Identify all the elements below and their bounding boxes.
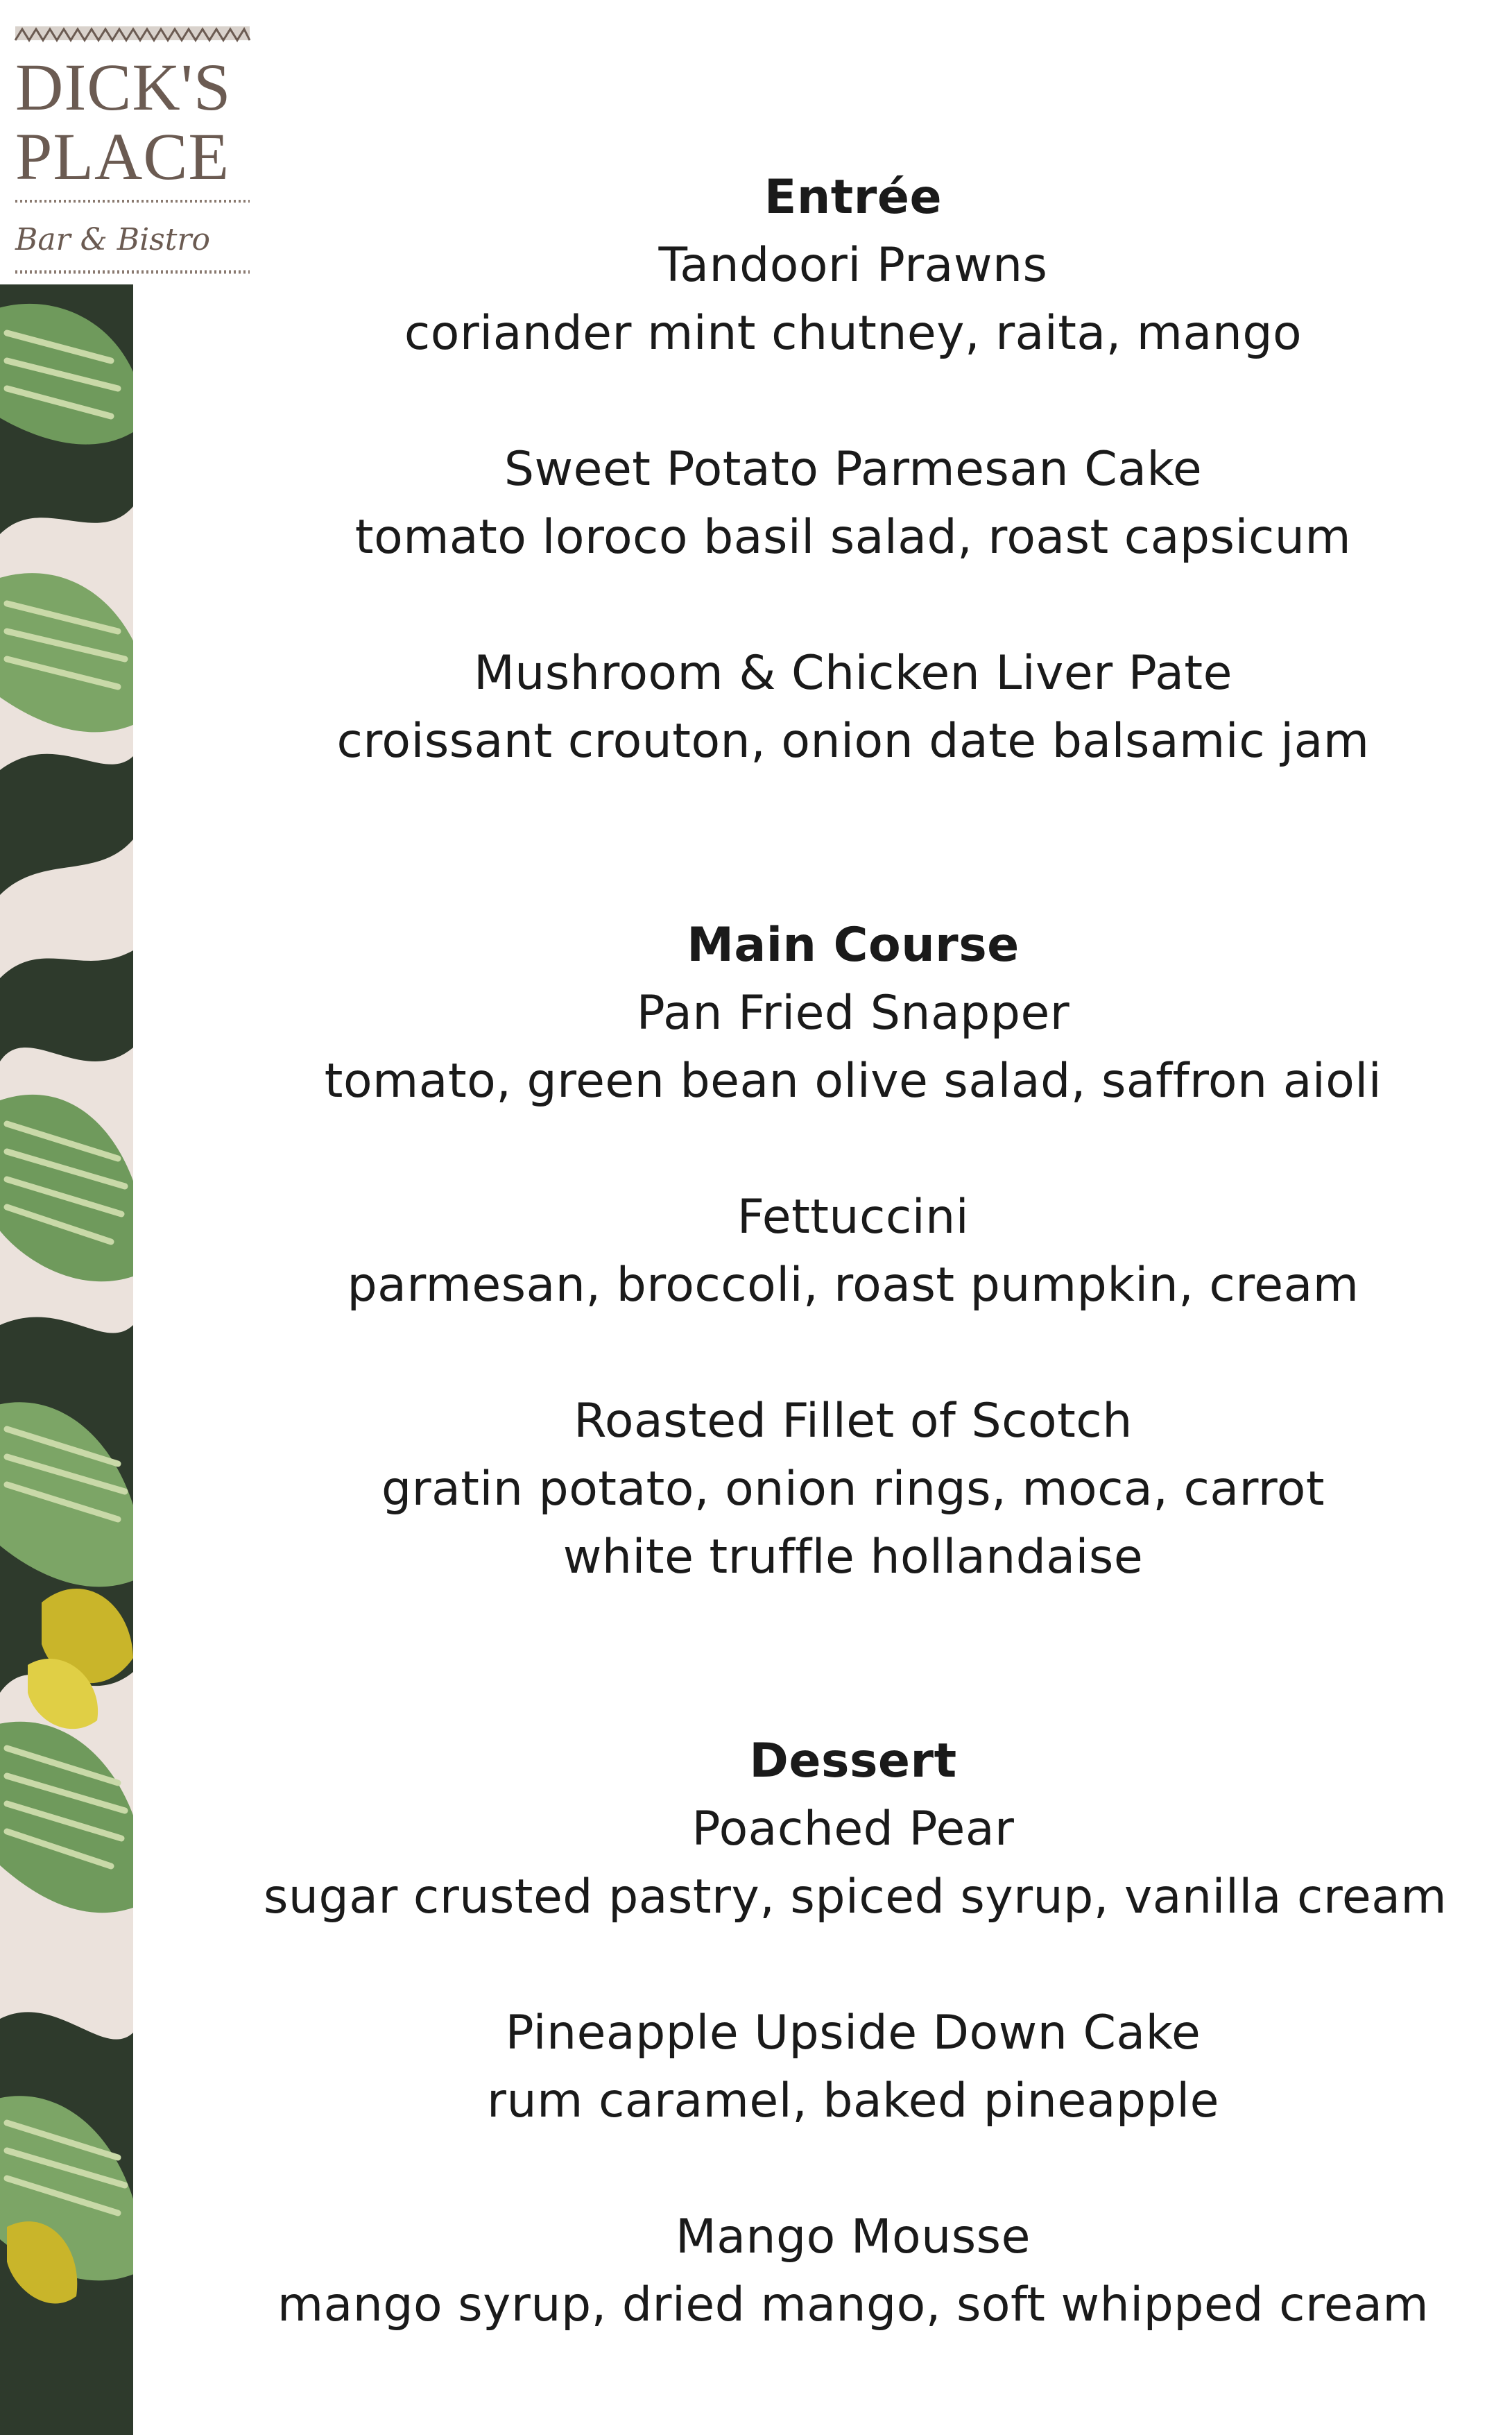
logo-name-line2: PLACE <box>15 119 230 194</box>
logo <box>0 0 257 284</box>
menu-section-entree <box>264 164 1443 776</box>
dish-description: coriander mint chutney, raita, mango <box>404 306 1303 361</box>
dish-description: tomato loroco basil salad, roast capsicum <box>354 510 1352 565</box>
leaf <box>0 573 133 732</box>
dish-name: Pineapple Upside Down Cake <box>505 2006 1201 2060</box>
leaf <box>0 1095 133 1281</box>
dish <box>264 2203 1443 2339</box>
dish-description: rum caramel, baked pineapple <box>487 2074 1219 2128</box>
menu-section-main-course <box>264 912 1443 1591</box>
dish-description: gratin potato, onion rings, moca, carrot <box>381 1462 1325 1516</box>
dish-name: Pan Fried Snapper <box>636 986 1070 1041</box>
logo-mark <box>0 0 257 284</box>
dish <box>264 1184 1443 1319</box>
dish-name: Roasted Fillet of Scotch <box>574 1394 1133 1449</box>
dish-name: Tandoori Prawns <box>658 238 1048 293</box>
dish <box>264 1387 1443 1591</box>
dish-description: croissant crouton, onion date balsamic jam <box>336 714 1370 769</box>
dish <box>264 1999 1443 2135</box>
dish-name: Fettuccini <box>737 1190 970 1245</box>
dish <box>264 980 1443 1116</box>
section-title: Entrée <box>764 170 943 225</box>
dish <box>264 436 1443 572</box>
dish-name: Sweet Potato Parmesan Cake <box>504 442 1203 497</box>
leaf-pattern-image <box>0 284 133 2435</box>
dish-description: white truffle hollandaise <box>562 1530 1144 1584</box>
dish-name: Mango Mousse <box>676 2210 1031 2264</box>
dish-description: parmesan, broccoli, roast pumpkin, cream <box>347 1258 1359 1313</box>
section-title: Dessert <box>749 1734 957 1788</box>
menu-section-dessert <box>264 1727 1447 2339</box>
section-title: Main Course <box>687 918 1020 973</box>
dish-description: tomato, green bean olive salad, saffron aioli <box>324 1054 1382 1109</box>
dish-description: sugar crusted pastry, spiced syrup, vanilla cream <box>264 1870 1447 1924</box>
dish <box>264 232 1443 368</box>
dish <box>264 1795 1447 1931</box>
logo-name-line1: DICK'S <box>15 50 232 124</box>
dish-description: mango syrup, dried mango, soft whipped cream <box>277 2278 1429 2332</box>
dish <box>264 640 1443 776</box>
background-gap <box>0 1949 133 2019</box>
dish-name: Poached Pear <box>691 1802 1015 1856</box>
botanical-strip <box>0 284 133 2435</box>
menu <box>264 164 1447 2339</box>
logo-tagline: Bar & Bistro <box>15 222 210 257</box>
dish-name: Mushroom & Chicken Liver Pate <box>474 646 1232 701</box>
